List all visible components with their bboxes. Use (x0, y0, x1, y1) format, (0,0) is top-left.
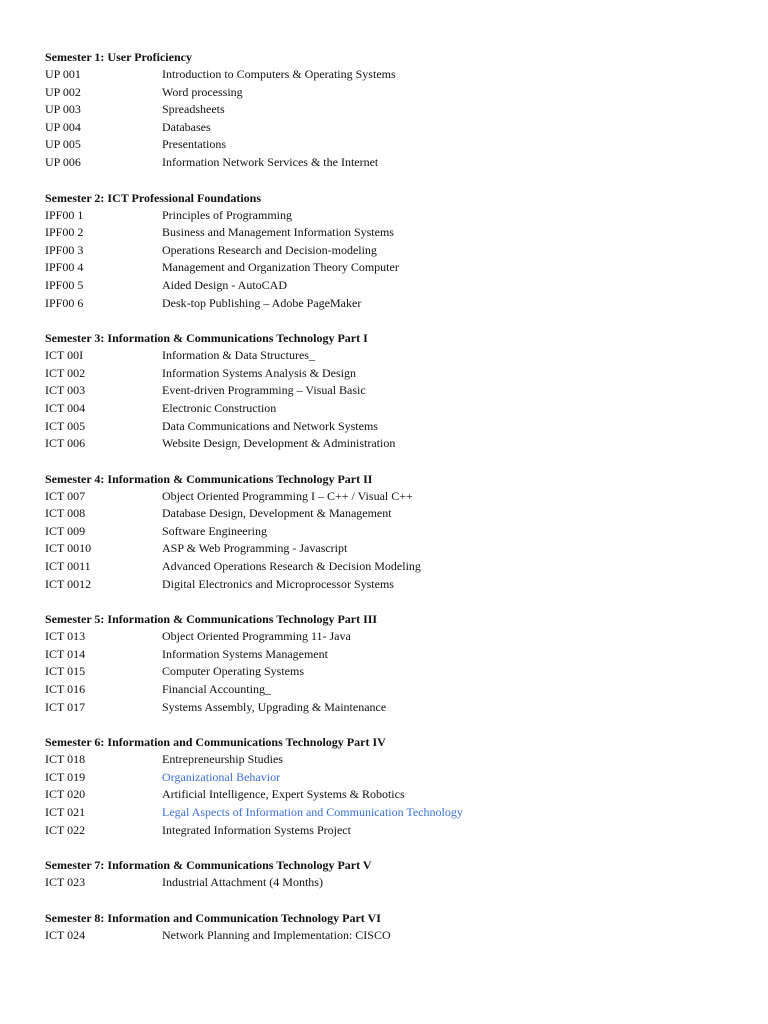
course-title: Advanced Operations Research & Decision Modeling (162, 559, 421, 574)
course-code: ICT 016 (45, 682, 86, 697)
course-title-link[interactable]: Legal Aspects of Information and Communication Technology (162, 805, 463, 819)
course-title: Network Planning and Implementation: CISCO (162, 927, 391, 942)
course-code: IPF00 2 (45, 225, 84, 240)
course-row (45, 681, 745, 699)
course-code: IPF00 1 (45, 207, 84, 222)
course-title: Data Communications and Network Systems (162, 418, 378, 433)
course-title: Information & Data Structures_ (162, 348, 315, 363)
course-row (45, 663, 745, 681)
course-code: UP 001 (45, 67, 81, 81)
course-title: Computer Operating Systems (162, 664, 304, 679)
course-row (45, 347, 745, 365)
course-title: Aided Design - AutoCAD (162, 277, 287, 292)
course-code: ICT 004 (45, 400, 86, 415)
course-title: Software Engineering (162, 523, 267, 538)
course-code: ICT 003 (45, 383, 86, 398)
course-row (45, 927, 745, 945)
course-code: ICT 019 (45, 769, 86, 784)
course-row (45, 576, 745, 594)
course-title: Financial Accounting_ (162, 682, 271, 697)
course-title: Spreadsheets (162, 102, 225, 117)
course-row (45, 699, 745, 717)
course-row (45, 418, 745, 436)
course-row (45, 505, 745, 523)
semester-section-3 (45, 329, 745, 453)
course-row (45, 628, 745, 646)
semester-heading: Semester 3: Information & Communications Technology Part I (45, 331, 368, 346)
course-code: ICT 008 (45, 506, 86, 521)
course-row (45, 769, 745, 787)
course-title: Website Design, Development & Administration (162, 436, 396, 451)
course-title: Event-driven Programming – Visual Basic (162, 383, 366, 398)
course-title: Presentations (162, 137, 226, 152)
course-code: IPF00 5 (45, 277, 84, 292)
course-code: UP 005 (45, 137, 81, 152)
course-row (45, 540, 745, 558)
course-code: ICT 002 (45, 365, 86, 380)
course-title: Principles of Programming (162, 207, 292, 222)
course-code: ICT 022 (45, 822, 86, 837)
course-title-link[interactable]: Organizational Behavior (162, 769, 281, 784)
course-code: ICT 014 (45, 646, 86, 661)
course-row (45, 751, 745, 769)
semester-heading: Semester 6: Information and Communications Technology Part IV (45, 735, 386, 750)
course-row (45, 558, 745, 576)
course-row (45, 365, 745, 383)
course-row (45, 277, 745, 295)
course-title: Information Network Services & the Internet (162, 154, 379, 169)
course-code: ICT 024 (45, 927, 86, 942)
course-row (45, 259, 745, 277)
course-code: ICT 018 (45, 752, 86, 767)
course-row (45, 523, 745, 541)
course-code: ICT 021 (45, 805, 86, 819)
course-row (45, 119, 745, 137)
course-code: ICT 00I (45, 348, 84, 363)
course-code: ICT 006 (45, 436, 86, 451)
course-code: ICT 023 (45, 875, 86, 890)
course-row (45, 207, 745, 225)
course-code: ICT 009 (45, 523, 86, 538)
course-row (45, 295, 745, 313)
semester-section-7 (45, 856, 745, 892)
course-title: Entrepreneurship Studies (162, 752, 283, 767)
course-code: ICT 013 (45, 629, 86, 644)
course-title: Integrated Information Systems Project (162, 822, 351, 837)
semester-heading: Semester 1: User Proficiency (45, 50, 192, 64)
course-title: Databases (162, 119, 211, 134)
course-title: Business and Management Information Systems (162, 225, 394, 240)
course-title: Information Systems Analysis & Design (162, 365, 356, 380)
course-code: ICT 0011 (45, 559, 91, 574)
course-title: Desk-top Publishing – Adobe PageMaker (162, 295, 362, 310)
course-title: Electronic Construction (162, 400, 277, 415)
course-code: ICT 015 (45, 664, 86, 679)
course-row (45, 786, 745, 804)
course-row (45, 488, 745, 506)
course-title: Management and Organization Theory Computer (162, 260, 399, 275)
course-code: ICT 020 (45, 787, 86, 802)
semester-heading: Semester 7: Information & Communications Technology Part V (45, 858, 372, 873)
semester-section-4 (45, 470, 745, 594)
course-row (45, 224, 745, 242)
course-title: Artificial Intelligence, Expert Systems & Robotics (162, 787, 405, 802)
course-title: Industrial Attachment (4 Months) (162, 875, 323, 890)
course-title: Object Oriented Programming 11- Java (162, 629, 351, 644)
course-code: UP 003 (45, 102, 81, 117)
semester-section-1 (45, 48, 745, 172)
course-title: Information Systems Management (162, 646, 328, 661)
course-code: ICT 0012 (45, 576, 92, 591)
course-row (45, 400, 745, 418)
course-title: Operations Research and Decision-modeling (162, 242, 377, 257)
course-title: Systems Assembly, Upgrading & Maintenance (162, 699, 387, 714)
course-title: Database Design, Development & Management (162, 506, 392, 521)
semester-heading: Semester 2: ICT Professional Foundations (45, 190, 262, 205)
course-code: ICT 0010 (45, 541, 92, 556)
course-row (45, 84, 745, 102)
course-row (45, 646, 745, 664)
course-code: ICT 005 (45, 418, 86, 433)
course-code: IPF00 4 (45, 260, 84, 275)
course-row (45, 154, 745, 172)
course-row (45, 136, 745, 154)
course-code: ICT 017 (45, 699, 86, 714)
semester-heading: Semester 5: Information & Communications Technology Part III (45, 612, 378, 627)
course-row (45, 804, 745, 822)
course-title: Word processing (162, 84, 243, 99)
course-row (45, 101, 745, 119)
course-code: IPF00 3 (45, 242, 84, 257)
semester-section-8 (45, 909, 745, 945)
course-row (45, 435, 745, 453)
course-row (45, 66, 745, 84)
course-code: UP 002 (45, 84, 81, 99)
curriculum-document (45, 48, 745, 944)
semester-section-5 (45, 610, 745, 716)
semester-heading: Semester 8: Information and Communication Technology Part VI (45, 910, 381, 925)
course-code: UP 004 (45, 119, 81, 134)
course-title: ASP & Web Programming - Javascript (162, 541, 348, 556)
course-row (45, 242, 745, 260)
course-title: Object Oriented Programming I – C++ / Visual C++ (162, 488, 413, 503)
course-row (45, 382, 745, 400)
semester-section-2 (45, 189, 745, 313)
course-code: UP 006 (45, 154, 81, 169)
course-row (45, 874, 745, 892)
course-code: IPF00 6 (45, 295, 84, 310)
semester-section-6 (45, 733, 745, 839)
course-code: ICT 007 (45, 488, 86, 503)
course-title: Digital Electronics and Microprocessor Systems (162, 576, 394, 591)
course-title: Introduction to Computers & Operating Systems (162, 67, 396, 81)
course-row (45, 822, 745, 840)
semester-heading: Semester 4: Information & Communications Technology Part II (45, 471, 373, 486)
